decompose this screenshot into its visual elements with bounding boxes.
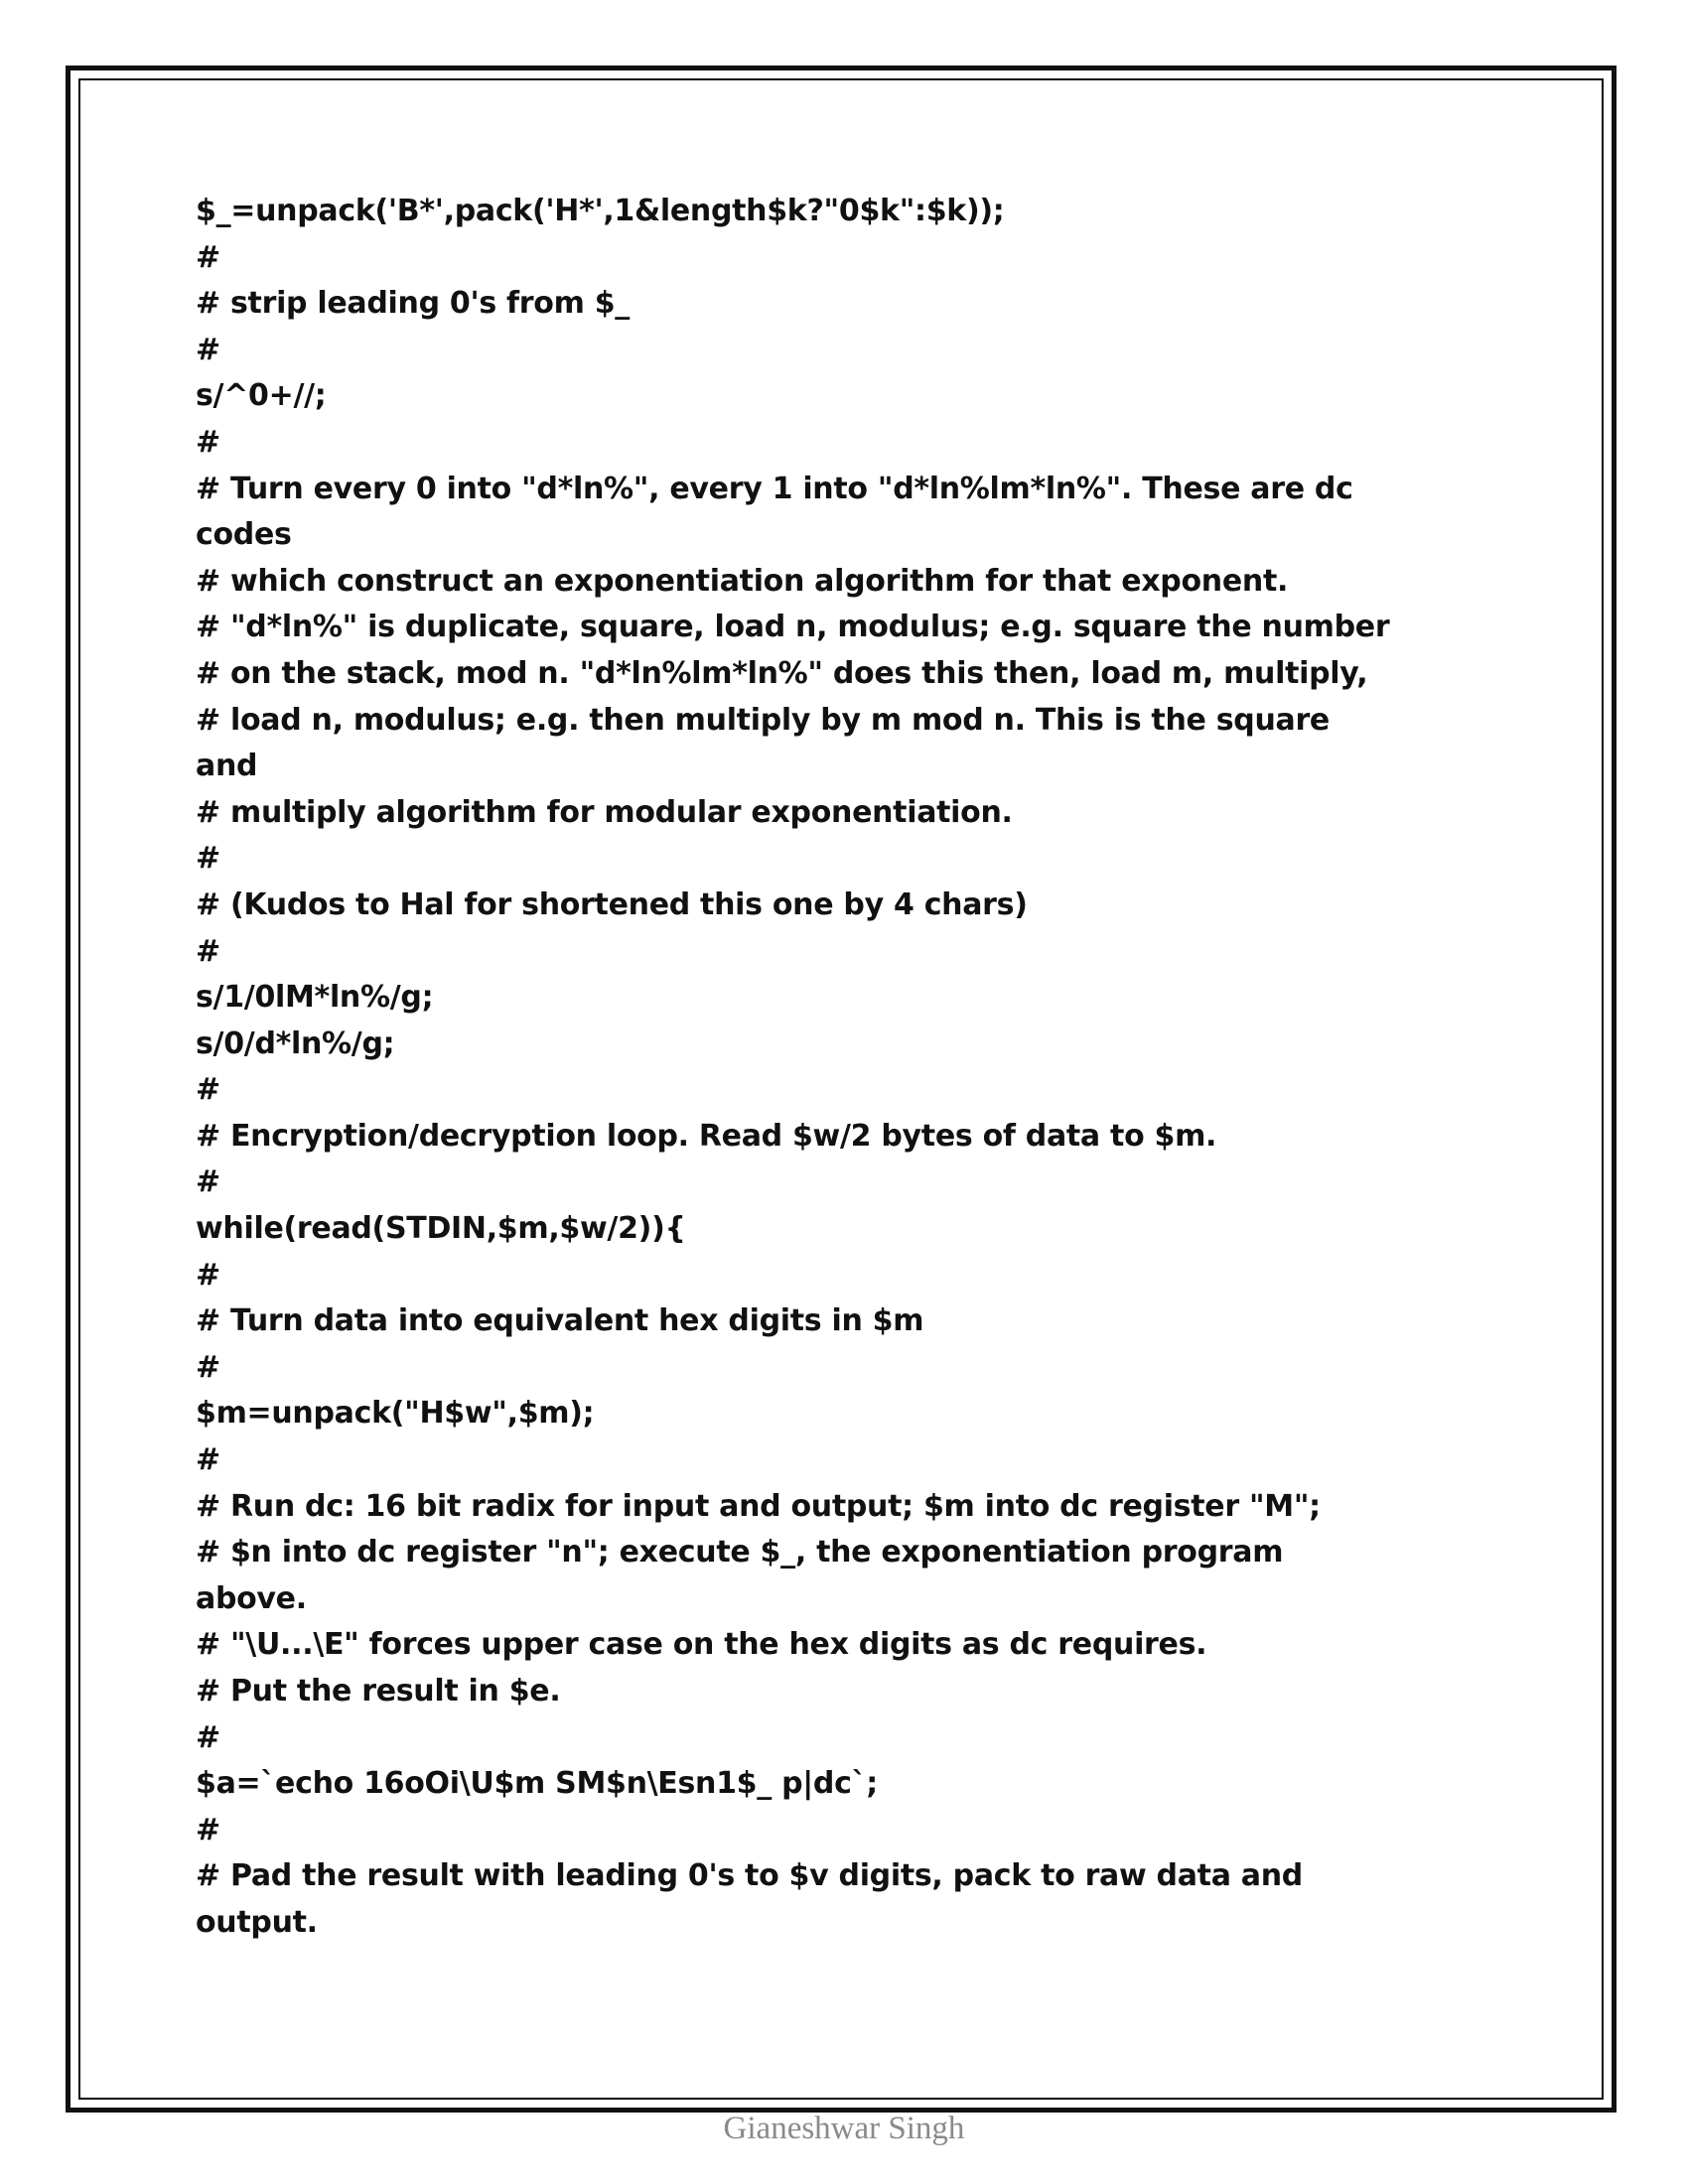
code-line: output.	[196, 1904, 318, 1940]
code-line: # Encryption/decryption loop. Read $w/2 bytes of data to $m.	[196, 1118, 1217, 1154]
code-line: #	[196, 1442, 220, 1478]
code-line: #	[196, 1164, 220, 1200]
code-line: #	[196, 1257, 220, 1293]
code-line: codes	[196, 517, 292, 553]
code-line: s/0/d*ln%/g;	[196, 1025, 395, 1061]
code-line: $a=`echo 16oOi\U$m SM$n\Esn1$_ p|dc`;	[196, 1766, 878, 1802]
code-line: # strip leading 0's from $_	[196, 286, 630, 322]
code-line: s/^0+//;	[196, 378, 327, 414]
code-line: # Run dc: 16 bit radix for input and output; $m into dc register "M";	[196, 1488, 1321, 1524]
code-line: # "\U...\E" forces upper case on the hex digits as dc requires.	[196, 1627, 1207, 1663]
code-line: $m=unpack("H$w",$m);	[196, 1396, 595, 1432]
code-line: #	[196, 332, 220, 367]
code-line: # on the stack, mod n. "d*ln%lm*ln%" does this then, load m, multiply,	[196, 655, 1368, 691]
code-line: # load n, modulus; e.g. then multiply by m mod n. This is the square	[196, 702, 1330, 738]
code-line: # Put the result in $e.	[196, 1674, 561, 1708]
code-line: #	[196, 933, 220, 969]
code-line: # $n into dc register "n"; execute $_, the exponentiation program	[196, 1535, 1284, 1570]
code-line: s/1/0lM*ln%/g;	[196, 980, 434, 1016]
code-line: # Pad the result with leading 0's to $v digits, pack to raw data and	[196, 1858, 1303, 1894]
footer-author: Gianeshwar Singh	[723, 2111, 965, 2146]
code-line: above.	[196, 1580, 307, 1616]
code-line: # Turn every 0 into "d*ln%", every 1 into "d*ln%lm*ln%". These are dc	[196, 471, 1353, 506]
code-line: $_=unpack('B*',pack('H*',1&length$k?"0$k":$k));	[196, 194, 1005, 228]
code-line: # Turn data into equivalent hex digits in $m	[196, 1303, 924, 1339]
code-line: # (Kudos to Hal for shortened this one by 4 chars)	[196, 887, 1028, 922]
code-block	[196, 189, 1579, 1947]
code-line: #	[196, 1349, 220, 1385]
code-line: and	[196, 749, 258, 784]
code-line: # which construct an exponentiation algorithm for that exponent.	[196, 563, 1289, 599]
code-line: # "d*ln%" is duplicate, square, load n, modulus; e.g. square the number	[196, 610, 1390, 645]
code-line: #	[196, 424, 220, 460]
code-line: #	[196, 1072, 220, 1108]
code-line: # multiply algorithm for modular exponentiation.	[196, 794, 1013, 830]
code-line: #	[196, 1719, 220, 1755]
code-line: #	[196, 841, 220, 877]
code-line: #	[196, 239, 220, 275]
code-line: while(read(STDIN,$m,$w/2)){	[196, 1211, 686, 1247]
code-line: #	[196, 1812, 220, 1847]
